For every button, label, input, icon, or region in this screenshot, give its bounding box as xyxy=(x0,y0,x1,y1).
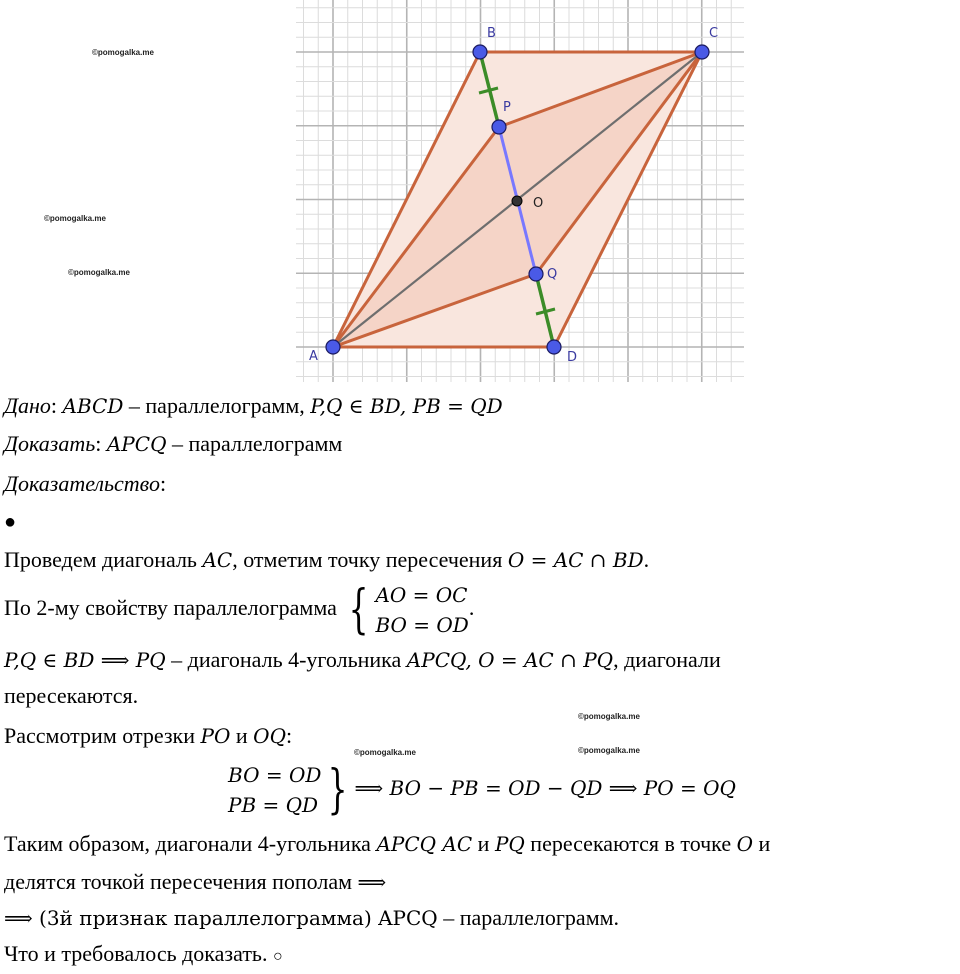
watermark: ©pomogalka.me xyxy=(44,214,106,223)
line8-expr: ⟹ xyxy=(357,870,387,894)
watermark: ©pomogalka.me xyxy=(68,268,130,277)
line-1 xyxy=(4,546,649,574)
line3-expr2: APCQ, O = AC ∩ PQ xyxy=(406,648,614,672)
prove-sep: : xyxy=(95,431,102,456)
line1-end: . xyxy=(643,547,650,572)
line-4 xyxy=(4,682,138,710)
line2-end: . xyxy=(468,595,475,620)
watermark: ©pomogalka.me xyxy=(578,712,640,721)
property-system xyxy=(375,580,468,640)
line7-text4: и xyxy=(753,831,771,856)
system-row-1: AO = OC xyxy=(375,582,468,607)
label-d: D xyxy=(567,350,578,365)
label-a: A xyxy=(309,349,318,364)
line-3 xyxy=(4,646,721,674)
line9-text: – параллелограмм. xyxy=(437,905,620,930)
line5-text2: и xyxy=(230,723,254,748)
line1-expr2: O = AC ∩ BD xyxy=(507,548,644,572)
line2-text: По 2-му свойству параллелограмма xyxy=(4,595,343,620)
proof-label: Доказательство xyxy=(4,471,160,496)
point-d xyxy=(547,340,561,354)
given-expr1: ABCD xyxy=(62,394,124,418)
proof-sep: : xyxy=(159,471,167,496)
line7-expr2: PQ xyxy=(494,832,525,856)
line-7 xyxy=(4,830,770,858)
left-brace: { xyxy=(348,579,369,640)
proof-line xyxy=(4,470,166,498)
line3-text2: , диагонали xyxy=(613,647,721,672)
system-row-2: PB = QD xyxy=(228,792,319,817)
bullet: ● xyxy=(4,511,17,533)
prove-expr: APCQ xyxy=(106,432,167,456)
label-o: O xyxy=(533,196,544,211)
system-row-1: BO = OD xyxy=(228,762,322,787)
given-text1: – параллелограмм, xyxy=(123,393,311,418)
line7-text3: пересекаются в точке xyxy=(524,831,737,856)
line5-end: : xyxy=(285,723,293,748)
line1-expr1: AC xyxy=(202,548,233,572)
given-line xyxy=(4,392,503,420)
point-c xyxy=(695,45,709,59)
watermark: ©pomogalka.me xyxy=(578,746,640,755)
line3-expr1: P,Q ∈ BD ⟹ PQ xyxy=(4,648,166,672)
line4-text: пересекаются. xyxy=(4,683,139,708)
line1-text2: , отметим точку пересечения xyxy=(232,547,508,572)
parallelogram-figure xyxy=(296,0,744,382)
line-9 xyxy=(4,904,619,932)
watermark: ©pomogalka.me xyxy=(92,48,154,57)
line6-expr: ⟹ BO − PB = OD − QD ⟹ PO = OQ xyxy=(354,776,736,800)
prove-text: – параллелограмм xyxy=(166,431,343,456)
line1-text: Проведем диагональ xyxy=(4,547,203,572)
right-brace: } xyxy=(327,759,348,820)
point-q xyxy=(529,267,543,281)
line5-expr2: OQ xyxy=(253,724,286,748)
point-p xyxy=(492,120,506,134)
line10-text: Что и требовалось доказать. xyxy=(4,941,273,966)
given-sep: : xyxy=(50,393,58,418)
qed-mark: ○ xyxy=(272,948,283,965)
line-6 xyxy=(228,756,736,820)
line7-text: Таким образом, диагонали 4-угольника xyxy=(4,831,377,856)
line7-expr3: O xyxy=(736,832,753,856)
given-expr2: P,Q ∈ BD, PB = QD xyxy=(310,394,503,418)
line-10 xyxy=(4,940,283,971)
line9-expr1: ⟹ (3й признак параллелограмма) APCQ xyxy=(4,906,438,930)
line-8 xyxy=(4,868,386,896)
line-5 xyxy=(4,722,292,750)
point-b xyxy=(473,45,487,59)
line7-expr1: APCQ AC xyxy=(376,832,473,856)
line-2 xyxy=(4,578,474,640)
prove-line xyxy=(4,430,342,458)
given-system xyxy=(228,760,321,820)
label-b: B xyxy=(487,26,496,41)
line3-text: – диагональ 4-угольника xyxy=(165,647,407,672)
prove-label: Доказать xyxy=(4,431,96,456)
label-p: P xyxy=(503,100,511,115)
line8-text: делятся точкой пересечения пополам xyxy=(4,869,358,894)
system-row-2: BO = OD xyxy=(375,612,469,637)
line7-text2: и xyxy=(472,831,495,856)
given-label: Дано xyxy=(4,393,51,418)
point-a xyxy=(326,340,340,354)
line5-text: Рассмотрим отрезки xyxy=(4,723,201,748)
label-c: C xyxy=(709,26,719,41)
label-q: Q xyxy=(547,267,558,282)
watermark: ©pomogalka.me xyxy=(354,748,416,757)
point-o xyxy=(512,196,522,206)
line5-expr1: PO xyxy=(200,724,231,748)
